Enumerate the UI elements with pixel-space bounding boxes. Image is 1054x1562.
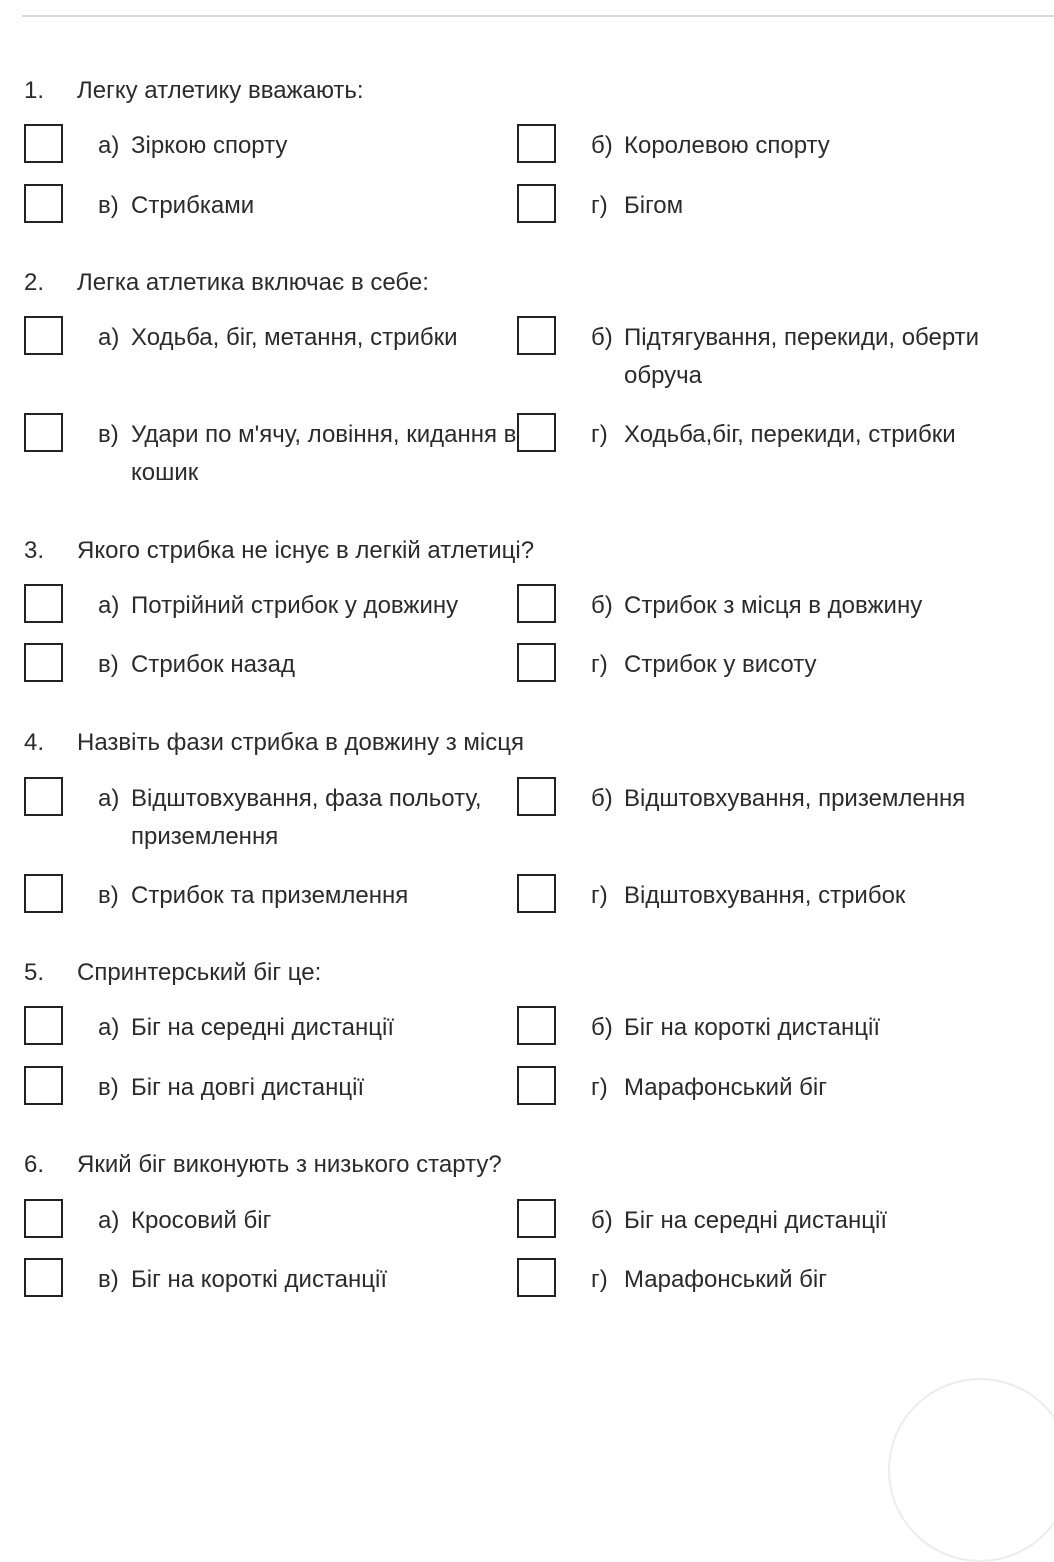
question-number: 6. bbox=[24, 1151, 45, 1178]
option-text: Стрибок та приземлення bbox=[131, 882, 409, 909]
question-text: Легка атлетика включає в себе: bbox=[77, 269, 429, 296]
option-text: Зіркою спорту bbox=[131, 132, 288, 159]
option-letter: а) bbox=[98, 1014, 120, 1041]
option-letter: а) bbox=[98, 592, 120, 619]
checkbox[interactable] bbox=[24, 643, 63, 682]
checkbox[interactable] bbox=[24, 1258, 63, 1297]
checkbox[interactable] bbox=[24, 184, 63, 223]
option-text: Біг на середні дистанції bbox=[131, 1014, 395, 1041]
option-text: Марафонський біг bbox=[624, 1266, 827, 1293]
option-text: Біг на середні дистанції bbox=[624, 1207, 888, 1234]
question-text: Якого стрибка не існує в легкій атлетиці? bbox=[77, 537, 535, 564]
option-letter: а) bbox=[98, 785, 120, 812]
checkbox[interactable] bbox=[517, 316, 556, 355]
option-letter: б) bbox=[591, 1207, 613, 1234]
option-letter: а) bbox=[98, 324, 120, 351]
option-text: Відштовхування, приземлення bbox=[624, 785, 966, 812]
option-text: Стрибками bbox=[131, 192, 255, 219]
option-letter: г) bbox=[591, 1266, 608, 1293]
option-text: Відштовхування, стрибок bbox=[624, 882, 906, 909]
checkbox[interactable] bbox=[24, 777, 63, 816]
option-text: Кросовий біг bbox=[131, 1207, 272, 1234]
option-letter: г) bbox=[591, 192, 608, 219]
question-number: 3. bbox=[24, 537, 45, 564]
checkbox[interactable] bbox=[24, 584, 63, 623]
checkbox[interactable] bbox=[517, 777, 556, 816]
option-letter: б) bbox=[591, 324, 613, 351]
option-letter: в) bbox=[98, 1266, 119, 1293]
option-letter: б) bbox=[591, 1014, 613, 1041]
option-letter: в) bbox=[98, 192, 119, 219]
option-text: Королевою спорту bbox=[624, 132, 830, 159]
option-text: Стрибок з місця в довжину bbox=[624, 592, 923, 619]
option-letter: г) bbox=[591, 882, 608, 909]
checkbox[interactable] bbox=[24, 1066, 63, 1105]
option-letter: а) bbox=[98, 132, 120, 159]
checkbox[interactable] bbox=[517, 643, 556, 682]
option-text: Біг на короткі дистанції bbox=[131, 1266, 388, 1293]
checkbox[interactable] bbox=[24, 413, 63, 452]
option-letter: а) bbox=[98, 1207, 120, 1234]
option-text: Бігом bbox=[624, 192, 684, 219]
checkbox[interactable] bbox=[24, 316, 63, 355]
checkbox[interactable] bbox=[517, 1006, 556, 1045]
checkbox[interactable] bbox=[24, 1199, 63, 1238]
checkbox[interactable] bbox=[517, 1066, 556, 1105]
question-text: Який біг виконують з низького старту? bbox=[77, 1151, 502, 1178]
checkbox[interactable] bbox=[517, 124, 556, 163]
top-divider bbox=[22, 15, 1054, 17]
checkbox[interactable] bbox=[24, 1006, 63, 1045]
option-letter: в) bbox=[98, 421, 119, 448]
option-letter: г) bbox=[591, 1074, 608, 1101]
option-letter: б) bbox=[591, 132, 613, 159]
question-text: Спринтерський біг це: bbox=[77, 959, 322, 986]
question-number: 1. bbox=[24, 77, 45, 104]
option-letter: в) bbox=[98, 1074, 119, 1101]
option-text: Стрибок назад bbox=[131, 651, 296, 678]
option-text: Відштовхування, фаза польоту, приземлення bbox=[131, 785, 482, 850]
option-text: Підтягування, перекиди, оберти обруча bbox=[624, 324, 980, 389]
checkbox[interactable] bbox=[517, 874, 556, 913]
checkbox[interactable] bbox=[517, 184, 556, 223]
option-letter: г) bbox=[591, 421, 608, 448]
question-text: Легку атлетику вважають: bbox=[77, 77, 364, 104]
checkbox[interactable] bbox=[24, 124, 63, 163]
option-letter: б) bbox=[591, 785, 613, 812]
option-letter: б) bbox=[591, 592, 613, 619]
option-letter: в) bbox=[98, 882, 119, 909]
option-text: Потрійний стрибок у довжину bbox=[131, 592, 459, 619]
option-text: Ходьба,біг, перекиди, стрибки bbox=[624, 421, 956, 448]
checkbox[interactable] bbox=[517, 1258, 556, 1297]
question-text: Назвіть фази стрибка в довжину з місця bbox=[77, 729, 524, 756]
option-letter: г) bbox=[591, 651, 608, 678]
question-number: 5. bbox=[24, 959, 45, 986]
option-text: Ходьба, біг, метання, стрибки bbox=[131, 324, 458, 351]
question-number: 4. bbox=[24, 729, 45, 756]
corner-circle-decoration bbox=[888, 1378, 1054, 1562]
option-text: Біг на довгі дистанції bbox=[131, 1074, 365, 1101]
checkbox[interactable] bbox=[517, 413, 556, 452]
option-text: Біг на короткі дистанції bbox=[624, 1014, 881, 1041]
option-text: Марафонський біг bbox=[624, 1074, 827, 1101]
option-text: Стрибок у висоту bbox=[624, 651, 817, 678]
checkbox[interactable] bbox=[24, 874, 63, 913]
checkbox[interactable] bbox=[517, 1199, 556, 1238]
question-number: 2. bbox=[24, 269, 45, 296]
option-text: Удари по м'ячу, ловіння, кидання в кошик bbox=[131, 421, 517, 486]
option-letter: в) bbox=[98, 651, 119, 678]
checkbox[interactable] bbox=[517, 584, 556, 623]
